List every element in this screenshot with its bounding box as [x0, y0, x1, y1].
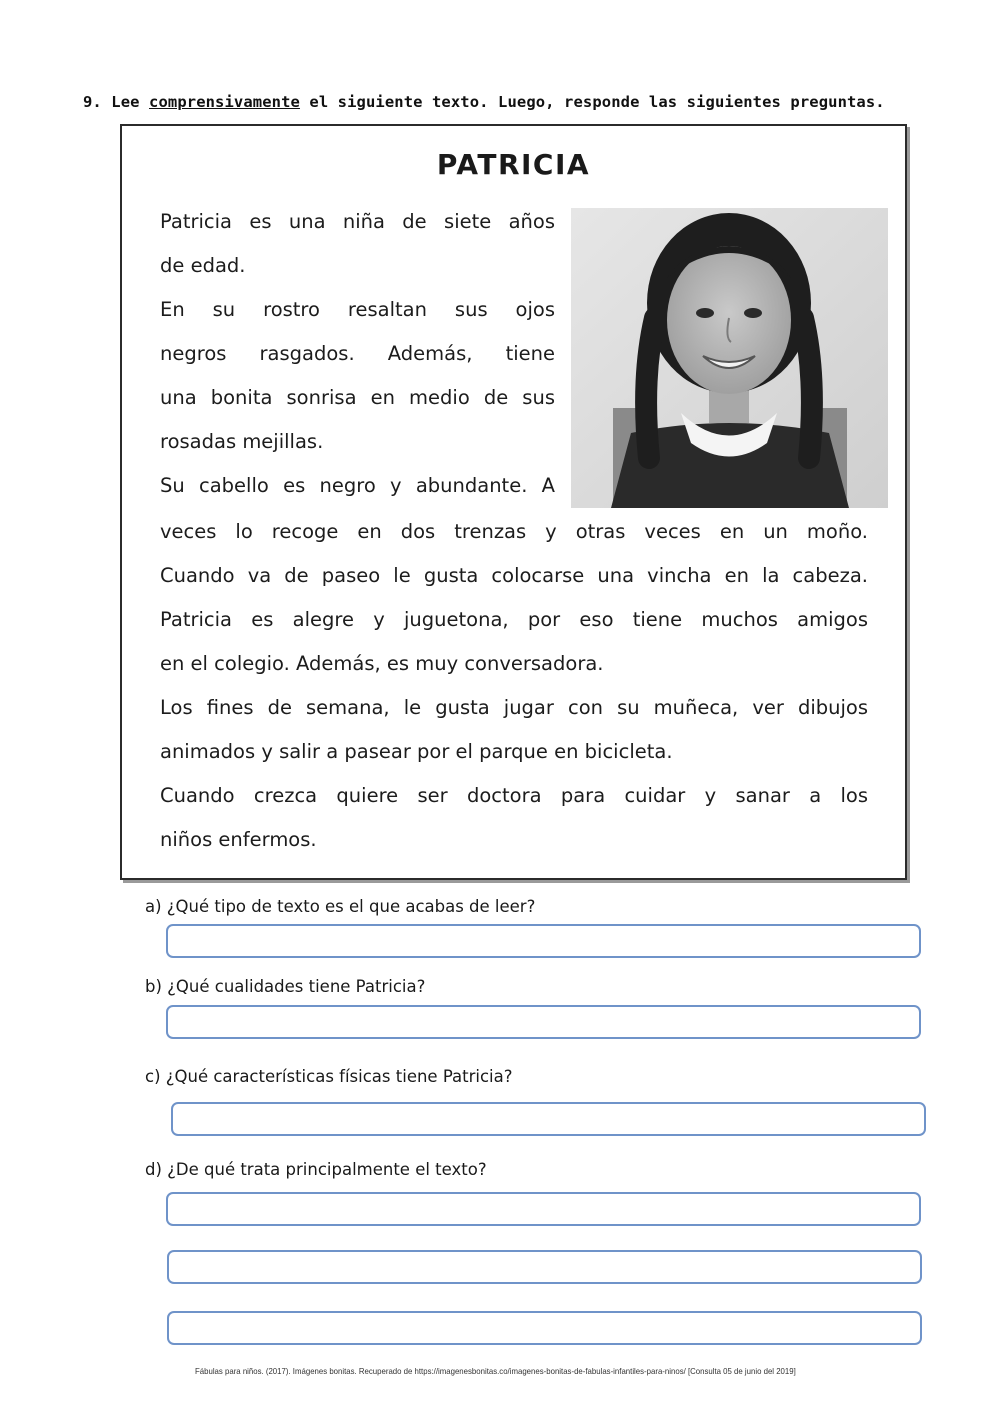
- story-line: negros rasgados. Además, tiene: [160, 342, 555, 365]
- story-line: Los fines de semana, le gusta jugar con su muñeca, ver dibujos: [160, 696, 868, 719]
- story-line: veces lo recoge en dos trenzas y otras veces en un moño.: [160, 520, 868, 543]
- reading-text-box: [120, 124, 907, 880]
- story-line: animados y salir a pasear por el parque en bicicleta.: [160, 740, 673, 763]
- story-line: En su rostro resaltan sus ojos: [160, 298, 555, 321]
- source-citation: Fábulas para niños. (2017). Imágenes bonitas. Recuperado de https://imagenesbonitas.co/imagenes-bonitas-de-fabulas-infantiles-para-ninos/ [Consulta 05 de junio del 2019]: [195, 1366, 796, 1376]
- answer-c-input[interactable]: [171, 1102, 926, 1136]
- instruction-prefix: 9. Lee: [83, 93, 150, 111]
- story-line: rosadas mejillas.: [160, 430, 324, 453]
- exercise-instruction: [83, 93, 963, 111]
- story-line: en el colegio. Además, es muy conversadora.: [160, 652, 604, 675]
- story-line: de edad.: [160, 254, 246, 277]
- story-line: Su cabello es negro y abundante. A: [160, 474, 555, 497]
- girl-portrait-image: [571, 208, 888, 508]
- story-line: Cuando va de paseo le gusta colocarse una vincha en la cabeza.: [160, 564, 868, 587]
- answer-a-input[interactable]: [166, 924, 921, 958]
- instruction-suffix: el siguiente texto. Luego, responde las siguientes preguntas.: [299, 93, 885, 111]
- story-line: Patricia es una niña de siete años: [160, 210, 555, 233]
- answer-d-input-1[interactable]: [166, 1192, 921, 1226]
- question-c: c) ¿Qué características físicas tiene Patricia?: [145, 1067, 513, 1086]
- story-line: Patricia es alegre y juguetona, por eso tiene muchos amigos: [160, 608, 868, 631]
- answer-d-input-3[interactable]: [167, 1311, 922, 1345]
- question-a: a) ¿Qué tipo de texto es el que acabas de leer?: [145, 897, 536, 916]
- question-b: b) ¿Qué cualidades tiene Patricia?: [145, 977, 426, 996]
- question-d: d) ¿De qué trata principalmente el texto?: [145, 1160, 487, 1179]
- instruction-underlined-word: comprensivamente: [149, 93, 300, 111]
- story-line: Cuando crezca quiere ser doctora para cuidar y sanar a los: [160, 784, 868, 807]
- girl-photo: [571, 208, 888, 508]
- story-title: PATRICIA: [436, 148, 591, 181]
- story-line: una bonita sonrisa en medio de sus: [160, 386, 555, 409]
- answer-b-input[interactable]: [166, 1005, 921, 1039]
- answer-d-input-2[interactable]: [167, 1250, 922, 1284]
- story-line: niños enfermos.: [160, 828, 317, 851]
